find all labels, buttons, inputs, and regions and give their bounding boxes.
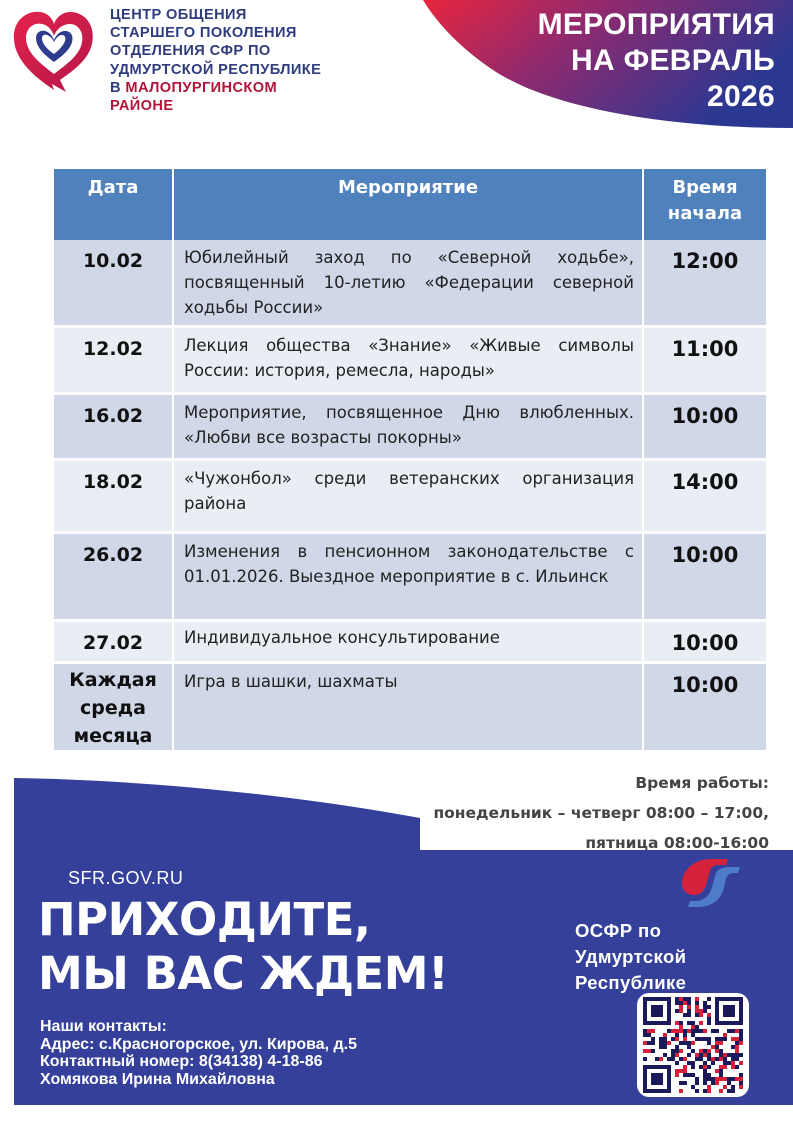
work-hours: Время работы: понедельник – четверг 08:00 – 17:00, пятница 08:00-16:00 xyxy=(433,774,769,852)
event-description: «Чужонбол» среди ветеранских организация района xyxy=(173,459,643,532)
event-date: 12.02 xyxy=(54,326,173,393)
table-row xyxy=(54,532,766,620)
page-title: МЕРОПРИЯТИЯ НА ФЕВРАЛЬ 2026 xyxy=(537,8,775,113)
table-row xyxy=(54,240,766,326)
event-date: 16.02 xyxy=(54,393,173,459)
osfr-name: ОСФР по Удмуртской Республике xyxy=(575,920,687,993)
event-description: Игра в шашки, шахматы xyxy=(173,662,643,751)
sfr-logo-icon xyxy=(676,855,742,913)
website-link[interactable]: SFR.GOV.RU xyxy=(68,868,184,888)
event-description: Лекция общества «Знание» «Живые символы России: история, ремесла, народы» xyxy=(173,326,643,393)
event-date: 18.02 xyxy=(54,459,173,532)
slogan: ПРИХОДИТЕ, МЫ ВАС ЖДЕМ! xyxy=(38,893,449,1000)
qr-code-icon[interactable] xyxy=(637,993,749,1097)
qr-code-graphic xyxy=(643,997,743,1093)
org-name: ЦЕНТР ОБЩЕНИЯ СТАРШЕГО ПОКОЛЕНИЯ ОТДЕЛЕНИЯ СФР ПО УДМУРТСКОЙ РЕСПУБЛИКЕ В МАЛОПУРГИНСКОМ РАЙОНЕ xyxy=(110,7,322,115)
table-row xyxy=(54,326,766,393)
column-header-time: Время начала xyxy=(643,169,766,240)
column-header-date: Дата xyxy=(54,169,173,240)
contacts-block: Наши контакты: Адрес: с.Красногорское, ул. Кирова, д.5 Контактный номер: 8(34138) 4-18-86 Хомякова Ирина Михайловна xyxy=(40,1018,358,1088)
event-time: 10:00 xyxy=(643,393,766,459)
event-date: 26.02 xyxy=(54,532,173,620)
event-time: 14:00 xyxy=(643,459,766,532)
table-header-row xyxy=(54,169,766,240)
column-header-event: Мероприятие xyxy=(173,169,643,240)
event-time: 10:00 xyxy=(643,532,766,620)
event-description: Мероприятие, посвященное Дню влюбленных. «Любви все возрасты покорны» xyxy=(173,393,643,459)
event-date: 10.02 xyxy=(54,240,173,326)
event-time: 10:00 xyxy=(643,662,766,751)
event-date: 27.02 xyxy=(54,620,173,662)
table-row xyxy=(54,393,766,459)
event-description: Изменения в пенсионном законодательстве с 01.01.2026. Выездное мероприятие в с. Ильинск xyxy=(173,532,643,620)
event-description: Юбилейный заход по «Северной ходьбе», посвященный 10-летию «Федерации северной ходьбы России» xyxy=(173,240,643,326)
event-date: Каждая среда месяца xyxy=(54,662,173,751)
table-row xyxy=(54,459,766,532)
event-time: 10:00 xyxy=(643,620,766,662)
event-description: Индивидуальное консультирование xyxy=(173,620,643,662)
events-table xyxy=(54,169,766,753)
table-row xyxy=(54,620,766,662)
event-time: 12:00 xyxy=(643,240,766,326)
event-time: 11:00 xyxy=(643,326,766,393)
heart-icon xyxy=(8,4,100,96)
